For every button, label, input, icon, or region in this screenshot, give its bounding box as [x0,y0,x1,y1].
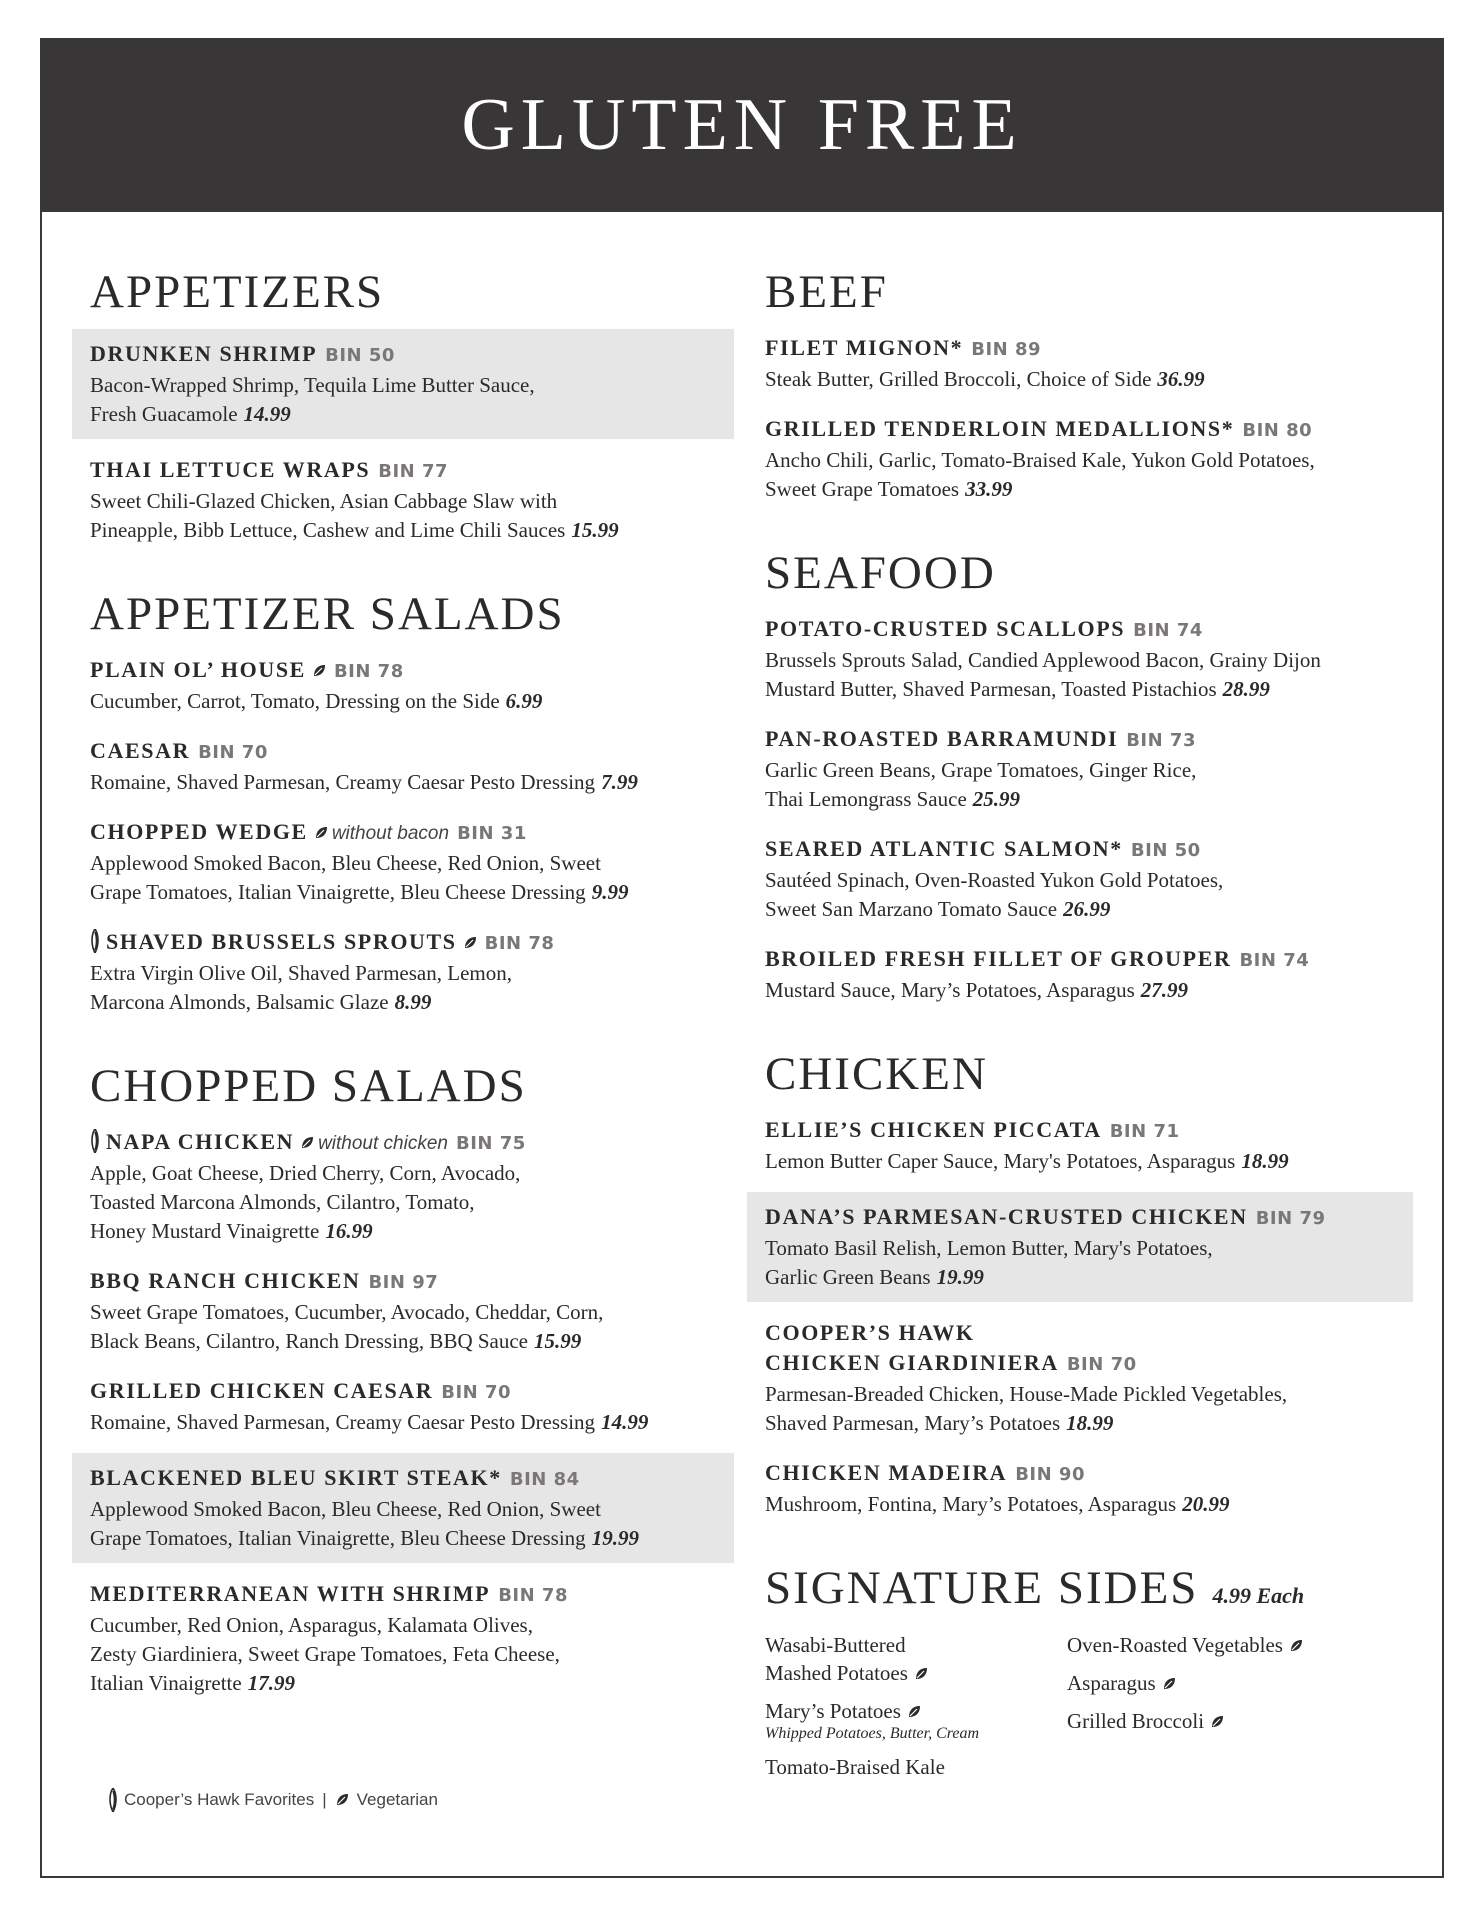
side-line [1067,1707,1387,1735]
description-text: Garlic Green Beans, Grape Tomatoes, Ginger Rice, [765,758,1197,783]
item-name: CAESAR [90,738,191,764]
item-price: 7.99 [601,770,638,795]
menu-item [72,732,734,801]
item-bin: BIN 71 [1109,1121,1180,1143]
item-description [90,1217,716,1246]
legend [108,1788,438,1812]
description-text: Grape Tomatoes, Italian Vinaigrette, Bleu Cheese Dressing [90,880,586,905]
item-bin: BIN 78 [498,1585,568,1607]
description-text: Sweet Grape Tomatoes, Cucumber, Avocado, Cheddar, Corn, [90,1300,604,1325]
item-description [90,1327,716,1356]
item-bin: BIN 74 [1133,620,1203,642]
item-head [90,817,716,849]
description-text: Parmesan-Breaded Chicken, House-Made Pickled Vegetables, [765,1382,1288,1407]
item-bin: BIN 78 [484,933,555,955]
item-name: BBQ RANCH CHICKEN [90,1268,361,1294]
sides-column [1067,1631,1387,1791]
item-price: 15.99 [534,1329,582,1354]
side-item [1067,1707,1387,1735]
item-name: FILET MIGNON* [765,335,964,361]
side-name: Mashed Potatoes [765,1661,908,1686]
item-price: 16.99 [325,1219,373,1244]
description-text: Apple, Goat Cheese, Dried Cherry, Corn, Avocado, [90,1161,521,1186]
item-description [765,1263,1395,1292]
side-line [765,1697,1067,1725]
item-name: PLAIN OL’ HOUSE [90,657,306,683]
item-note: without chicken [318,1133,448,1155]
item-head [90,1579,716,1611]
menu-item [747,1111,1413,1180]
menu-item [72,923,734,1021]
description-text: Black Beans, Cilantro, Ranch Dressing, BBQ Sauce [90,1329,529,1354]
menu-section [90,1059,716,1702]
item-name: POTATO-CRUSTED SCALLOPS [765,616,1126,642]
section-title: SEAFOOD [765,547,996,600]
description-text: Mustard Sauce, Mary’s Potatoes, Asparagus [765,978,1135,1003]
sides-column [765,1631,1067,1791]
item-name: SEARED ATLANTIC SALMON* [765,836,1123,862]
item-description [765,895,1395,924]
item-head [90,927,716,959]
item-name: ELLIE’S CHICKEN PICCATA [765,1117,1102,1143]
item-price: 36.99 [1157,367,1205,392]
menu-item [72,1372,734,1441]
menu-item [747,720,1413,818]
description-text: Grape Tomatoes, Italian Vinaigrette, Bleu Cheese Dressing [90,1526,586,1551]
item-price: 26.99 [1063,897,1111,922]
item-price: 14.99 [243,402,291,427]
leaf-icon [907,1705,921,1719]
description-text: Lemon Butter Caper Sauce, Mary's Potatoes, Asparagus [765,1149,1236,1174]
menu-item [72,1453,734,1563]
item-bin: BIN 78 [333,661,404,683]
menu-section [90,587,716,1021]
item-head [90,1266,716,1298]
item-head [765,834,1395,866]
leaf-icon [312,664,326,678]
item-bin: BIN 70 [198,742,268,764]
item-bin: BIN 80 [1242,420,1313,442]
menu-section [90,265,716,549]
item-bin: BIN 75 [455,1133,526,1155]
description-text: Mushroom, Fontina, Mary’s Potatoes, Asparagus [765,1492,1177,1517]
side-line [765,1753,1067,1781]
menu-item [72,813,734,911]
item-name: CHICKEN MADEIRA [765,1460,1008,1486]
item-price: 17.99 [247,1671,295,1696]
item-head [90,736,716,768]
item-description [90,878,716,907]
menu-section [765,546,1395,1009]
item-description [765,446,1395,475]
side-line [765,1631,1067,1659]
menu-item [72,451,734,549]
item-description [90,1524,716,1553]
item-head [765,1348,1395,1380]
item-head [90,1127,716,1159]
item-description [90,1188,716,1217]
menu-item [72,329,734,439]
item-description [90,1298,716,1327]
item-bin: BIN 97 [368,1272,439,1294]
menu-item [72,1575,734,1702]
description-text: Extra Virgin Olive Oil, Shaved Parmesan, Lemon, [90,961,512,986]
item-name: PAN-ROASTED BARRAMUNDI [765,726,1119,752]
item-name: BROILED FRESH FILLET OF GROUPER [765,946,1232,972]
header-bar [40,38,1444,212]
item-price: 19.99 [591,1526,639,1551]
item-description [765,475,1395,504]
side-item [1067,1631,1387,1659]
leaf-icon [1210,1715,1224,1729]
section-title: CHOPPED SALADS [90,1060,527,1113]
section-title: BEEF [765,266,888,318]
item-head [765,1202,1395,1234]
item-description [90,1640,716,1669]
item-description [765,1409,1395,1438]
description-text: Marcona Almonds, Balsamic Glaze [90,990,389,1015]
side-line [765,1659,1067,1687]
description-text: Fresh Guacamole [90,402,238,427]
item-name: NAPA CHICKEN [106,1129,295,1155]
item-name: GRILLED CHICKEN CAESAR [90,1378,434,1404]
item-price: 14.99 [601,1410,649,1435]
item-bin: BIN 70 [441,1382,512,1404]
leaf-icon [463,936,477,950]
description-text: Ancho Chili, Garlic, Tomato-Braised Kale, Yukon Gold Potatoes, [765,448,1315,473]
leaf-icon [1289,1639,1303,1653]
item-description [90,1669,716,1698]
menu-item [747,610,1413,708]
item-description [90,1159,716,1188]
menu-section [765,1047,1395,1523]
item-bin: BIN 84 [509,1469,580,1491]
item-price: 18.99 [1066,1411,1114,1436]
item-name: COOPER’S HAWK [765,1320,975,1346]
leaf-icon [1162,1677,1176,1691]
item-price: 33.99 [965,477,1013,502]
side-name: Grilled Broccoli [1067,1709,1205,1734]
item-bin: BIN 89 [971,339,1042,361]
description-text: Mustard Butter, Shaved Parmesan, Toasted Pistachios [765,677,1217,702]
menu-item [747,830,1413,928]
item-bin: BIN 77 [378,461,449,483]
item-head [90,339,716,371]
sides-price: 4.99 Each [1212,1583,1305,1609]
legend-vegetarian: Vegetarian [356,1790,438,1809]
item-description [90,959,716,988]
item-head [765,614,1395,646]
description-text: Tomato Basil Relish, Lemon Butter, Mary's Potatoes, [765,1236,1213,1261]
leaf-icon [335,1793,349,1807]
leaf-icon [314,826,328,840]
item-price: 8.99 [394,990,432,1015]
item-bin: BIN 50 [1130,840,1201,862]
sides-title-row [765,1561,1395,1615]
description-text: Steak Butter, Grilled Broccoli, Choice of Side [765,367,1152,392]
description-text: Zesty Giardiniera, Sweet Grape Tomatoes, Feta Cheese, [90,1642,560,1667]
item-description [765,756,1395,785]
item-head [765,724,1395,756]
item-description [765,675,1395,704]
description-text: Brussels Sprouts Salad, Candied Applewood Bacon, Grainy Dijon [765,648,1321,673]
item-price: 15.99 [571,518,619,543]
item-description [765,976,1395,1005]
legend-favorites: Cooper’s Hawk Favorites [124,1790,315,1809]
side-name: Oven-Roasted Vegetables [1067,1633,1283,1658]
leaf-icon [914,1667,928,1681]
description-text: Toasted Marcona Almonds, Cilantro, Tomato, [90,1190,475,1215]
item-name: THAI LETTUCE WRAPS [90,457,371,483]
description-text: Garlic Green Beans [765,1265,931,1290]
sides-grid [765,1631,1395,1791]
menu-item [72,1262,734,1360]
menu-item [747,329,1413,398]
side-item [765,1753,1067,1781]
item-description [90,849,716,878]
side-item [1067,1669,1387,1697]
item-price: 19.99 [936,1265,984,1290]
item-description [90,1408,716,1437]
menu-item [747,1314,1413,1442]
item-description [90,768,716,797]
item-price: 25.99 [972,787,1021,812]
description-text: Honey Mustard Vinaigrette [90,1219,320,1244]
menu-section [765,265,1395,508]
item-description [90,371,716,400]
menu-item [747,410,1413,508]
side-name: Asparagus [1067,1671,1156,1696]
description-text: Romaine, Shaved Parmesan, Creamy Caesar Pesto Dressing [90,1410,596,1435]
item-head [90,655,716,687]
item-name: DRUNKEN SHRIMP [90,341,318,367]
item-description [765,1234,1395,1263]
menu-item [747,1192,1413,1302]
side-item [765,1631,1067,1687]
item-name: SHAVED BRUSSELS SPROUTS [106,929,457,955]
side-name: Tomato-Braised Kale [765,1755,945,1780]
description-text: Pineapple, Bibb Lettuce, Cashew and Lime Chili Sauces [90,518,566,543]
signature-sides [765,1561,1395,1791]
right-column [765,265,1395,1829]
section-title: SIGNATURE SIDES [765,1562,1199,1615]
description-text: Applewood Smoked Bacon, Bleu Cheese, Red Onion, Sweet [90,1497,601,1522]
item-name: BLACKENED BLEU SKIRT STEAK* [90,1465,502,1491]
item-description [90,988,716,1017]
item-description [765,1490,1395,1519]
item-head [765,333,1395,365]
item-description [90,400,716,429]
item-bin: BIN 90 [1015,1464,1085,1486]
side-name: Mary’s Potatoes [765,1699,901,1724]
item-description [765,785,1395,814]
menu-item [72,1123,734,1250]
item-description [765,646,1395,675]
menu-item [747,940,1413,1009]
item-description [90,687,716,716]
item-description [765,1147,1395,1176]
menu-item [747,1454,1413,1523]
item-head [765,414,1395,446]
left-column [90,265,716,1740]
item-head [765,1318,1395,1348]
side-item [765,1697,1067,1743]
item-description [90,516,716,545]
item-bin: BIN 73 [1126,730,1196,752]
description-text: Romaine, Shaved Parmesan, Creamy Caesar Pesto Dressing [90,770,596,795]
leaf-icon [300,1136,314,1150]
item-name: GRILLED TENDERLOIN MEDALLIONS* [765,416,1235,442]
item-price: 28.99 [1222,677,1270,702]
side-subtext: Whipped Potatoes, Butter, Cream [765,1725,980,1743]
item-price: 18.99 [1241,1149,1289,1174]
favorite-icon [108,1788,118,1812]
menu-item [72,651,734,720]
item-bin: BIN 70 [1066,1354,1137,1376]
item-head [90,1376,716,1408]
description-text: Cucumber, Red Onion, Asparagus, Kalamata Olives, [90,1613,533,1638]
item-bin: BIN 79 [1255,1208,1326,1230]
item-head [90,455,716,487]
item-price: 9.99 [591,880,629,905]
item-head [765,1115,1395,1147]
description-text: Sweet Chili-Glazed Chicken, Asian Cabbage Slaw with [90,489,558,514]
description-text: Applewood Smoked Bacon, Bleu Cheese, Red Onion, Sweet [90,851,601,876]
legend-separator: | [322,1790,327,1809]
description-text: Sautéed Spinach, Oven-Roasted Yukon Gold Potatoes, [765,868,1224,893]
item-bin: BIN 50 [325,345,395,367]
description-text: Italian Vinaigrette [90,1671,242,1696]
page-title: GLUTEN FREE [461,83,1023,166]
item-price: 20.99 [1182,1492,1230,1517]
item-head [765,1458,1395,1490]
description-text: Shaved Parmesan, Mary’s Potatoes [765,1411,1061,1436]
section-title: CHICKEN [765,1048,988,1101]
favorite-icon [90,929,100,953]
description-text: Thai Lemongrass Sauce [765,787,967,812]
description-text: Sweet Grape Tomatoes [765,477,960,502]
item-price: 27.99 [1140,978,1189,1003]
item-description [90,487,716,516]
item-price: 6.99 [505,689,543,714]
item-name: CHICKEN GIARDINIERA [765,1350,1059,1376]
item-head [90,1463,716,1495]
item-name: DANA’S PARMESAN-CRUSTED CHICKEN [765,1204,1248,1230]
favorite-icon [90,1129,100,1153]
item-description [765,866,1395,895]
section-title: APPETIZER SALADS [90,588,565,641]
side-line [1067,1669,1387,1697]
item-name: MEDITERRANEAN WITH SHRIMP [90,1581,491,1607]
description-text: Bacon-Wrapped Shrimp, Tequila Lime Butter Sauce, [90,373,535,398]
item-head [765,944,1395,976]
side-name: Wasabi-Buttered [765,1633,906,1658]
item-name: CHOPPED WEDGE [90,819,308,845]
item-note: without bacon [331,823,450,845]
item-description [765,1380,1395,1409]
item-bin: BIN 31 [457,823,527,845]
item-description [765,365,1395,394]
side-line [1067,1631,1387,1659]
description-text: Sweet San Marzano Tomato Sauce [765,897,1058,922]
item-description [90,1495,716,1524]
item-description [90,1611,716,1640]
item-bin: BIN 74 [1239,950,1310,972]
description-text: Cucumber, Carrot, Tomato, Dressing on the Side [90,689,500,714]
section-title: APPETIZERS [90,266,385,318]
